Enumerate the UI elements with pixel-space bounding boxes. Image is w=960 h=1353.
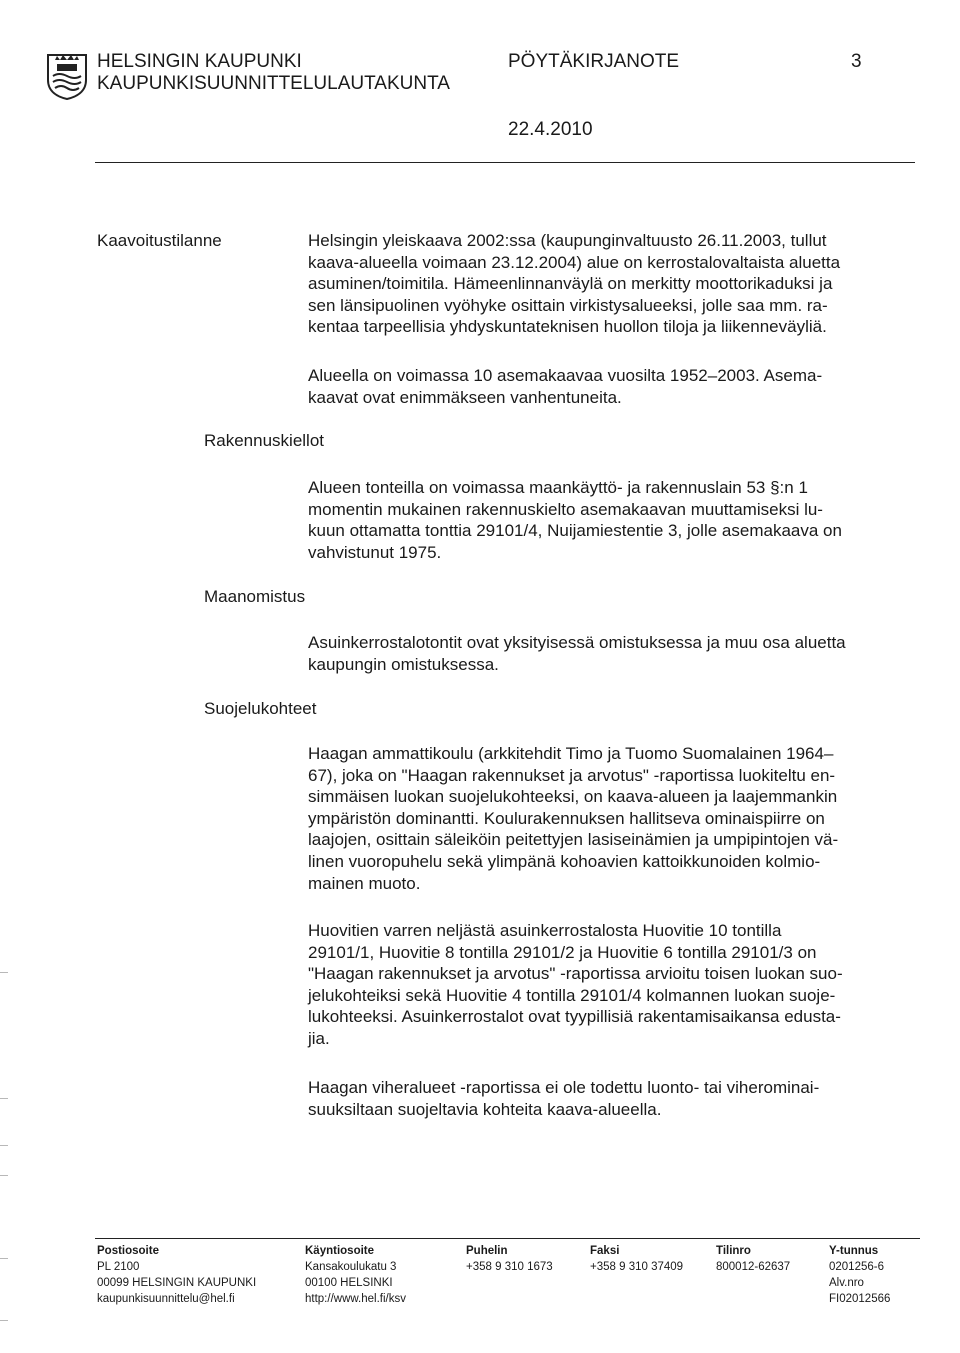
- label-rakennuskiellot: Rakennuskiellot: [204, 431, 325, 450]
- footer-faksi: Faksi +358 9 310 37409: [590, 1245, 684, 1273]
- scan-edge-mark: [0, 1320, 8, 1321]
- paragraph-huovitie: Huovitien varren neljästä asuinkerrostalosta Huovitie 10 tontilla 29101/1, Huovitie 8 tontilla 29101/2 ja Huovitie 6 tontilla 29101/3 on "Haagan rakennukset ja arvotus" -raportissa arvioitu toisen luokan suo- jelukohteiksi sekä Huovitie 4 tontilla 29101/4 kolmannen luokan suoje- lukohteeksi. Asuinkerrostalot ovat tyypillisiä rakentamisaikansa edusta- jia.: [308, 921, 843, 1048]
- label-kaavoitustilanne: Kaavoitustilanne: [97, 231, 222, 250]
- paragraph-viheralueet: Haagan viheralueet -raportissa ei ole todettu luonto- tai viherominai- suuksiltaan suojeltavia kohteita kaava-alueella.: [308, 1078, 820, 1119]
- footer-divider: [95, 1238, 920, 1239]
- paragraph-yleiskaava: Helsingin yleiskaava 2002:ssa (kaupunginvaltuusto 26.11.2003, tullut kaava-alueella voimaan 23.12.2004) alue on kerrostalovaltaista aluetta asuminen/toimitila. Hämeenlinnanväylä on merkitty moottorikaduksi ja sen länsipuolinen vyöhyke osittain virkistysalueeksi, jolle saa mm. ra- kentaa tarpeellisia yhdyskuntateknisen huollon tiloja ja liikenneväyliä.: [308, 231, 841, 337]
- org-committee: KAUPUNKISUUNNITTELULAUTAKUNTA: [97, 73, 450, 94]
- scan-edge-mark: [0, 1175, 8, 1176]
- label-suojelukohteet: Suojelukohteet: [204, 699, 317, 718]
- footer-ytunnus: Y-tunnus 0201256-6 Alv.nro FI02012566: [829, 1245, 891, 1305]
- document-type: PÖYTÄKIRJANOTE: [508, 51, 680, 72]
- scan-edge-mark: [0, 1098, 8, 1099]
- footer-kayntiosoite: Käyntiosoite Kansakoulukatu 3 00100 HELSINKI http://www.hel.fi/ksv: [305, 1245, 406, 1305]
- helsinki-coat-of-arms-icon: [45, 52, 89, 100]
- document-date: 22.4.2010: [508, 119, 593, 140]
- label-maanomistus: Maanomistus: [204, 587, 306, 606]
- footer-tilinro: Tilinro 800012-62637: [716, 1245, 791, 1273]
- scan-edge-mark: [0, 1258, 8, 1259]
- paragraph-rakennuskielto: Alueen tonteilla on voimassa maankäyttö- ja rakennuslain 53 §:n 1 momentin mukainen rakennuskielto asemakaavan muuttamiseksi lu- kuun ottamatta tonttia 29101/4, Nuijamiestentie 3, jolle asemakaava on vahvistunut 1975.: [308, 478, 842, 562]
- org-name: HELSINGIN KAUPUNKI: [97, 51, 302, 72]
- footer-puhelin: Puhelin +358 9 310 1673: [466, 1245, 553, 1273]
- scan-edge-mark: [0, 972, 8, 973]
- page-number: 3: [851, 51, 862, 72]
- header-divider: [95, 162, 915, 163]
- scan-edge-mark: [0, 1145, 8, 1146]
- paragraph-maanomistus: Asuinkerrostalotontit ovat yksityisessä omistuksessa ja muu osa aluetta kaupungin omistuksessa.: [308, 633, 846, 674]
- paragraph-ammattikoulu: Haagan ammattikoulu (arkkitehdit Timo ja Tuomo Suomalainen 1964– 67), joka on "Haagan rakennukset ja arvotus" -raportissa luokiteltu en- simmäisen luokan suojelukohteeksi, on kaava-alueen ja laajemmankin ympäristön dominantti. Koulurakennuksen hallitseva ominaispiirre on laajojen, osittain säleiköin peitettyjen lasiseinämien ja umpipintojen vä- linen vuoropuhelu sekä ylimpänä kohoavien kattoikkunoiden kolmio- mainen muoto.: [308, 744, 839, 893]
- footer-postiosoite: Postiosoite PL 2100 00099 HELSINGIN KAUPUNKI kaupunkisuunnittelu@hel.fi: [97, 1245, 257, 1305]
- paragraph-asemakaavat: Alueella on voimassa 10 asemakaavaa vuosilta 1952–2003. Asema- kaavat ovat enimmäkseen vanhentuneita.: [308, 366, 823, 407]
